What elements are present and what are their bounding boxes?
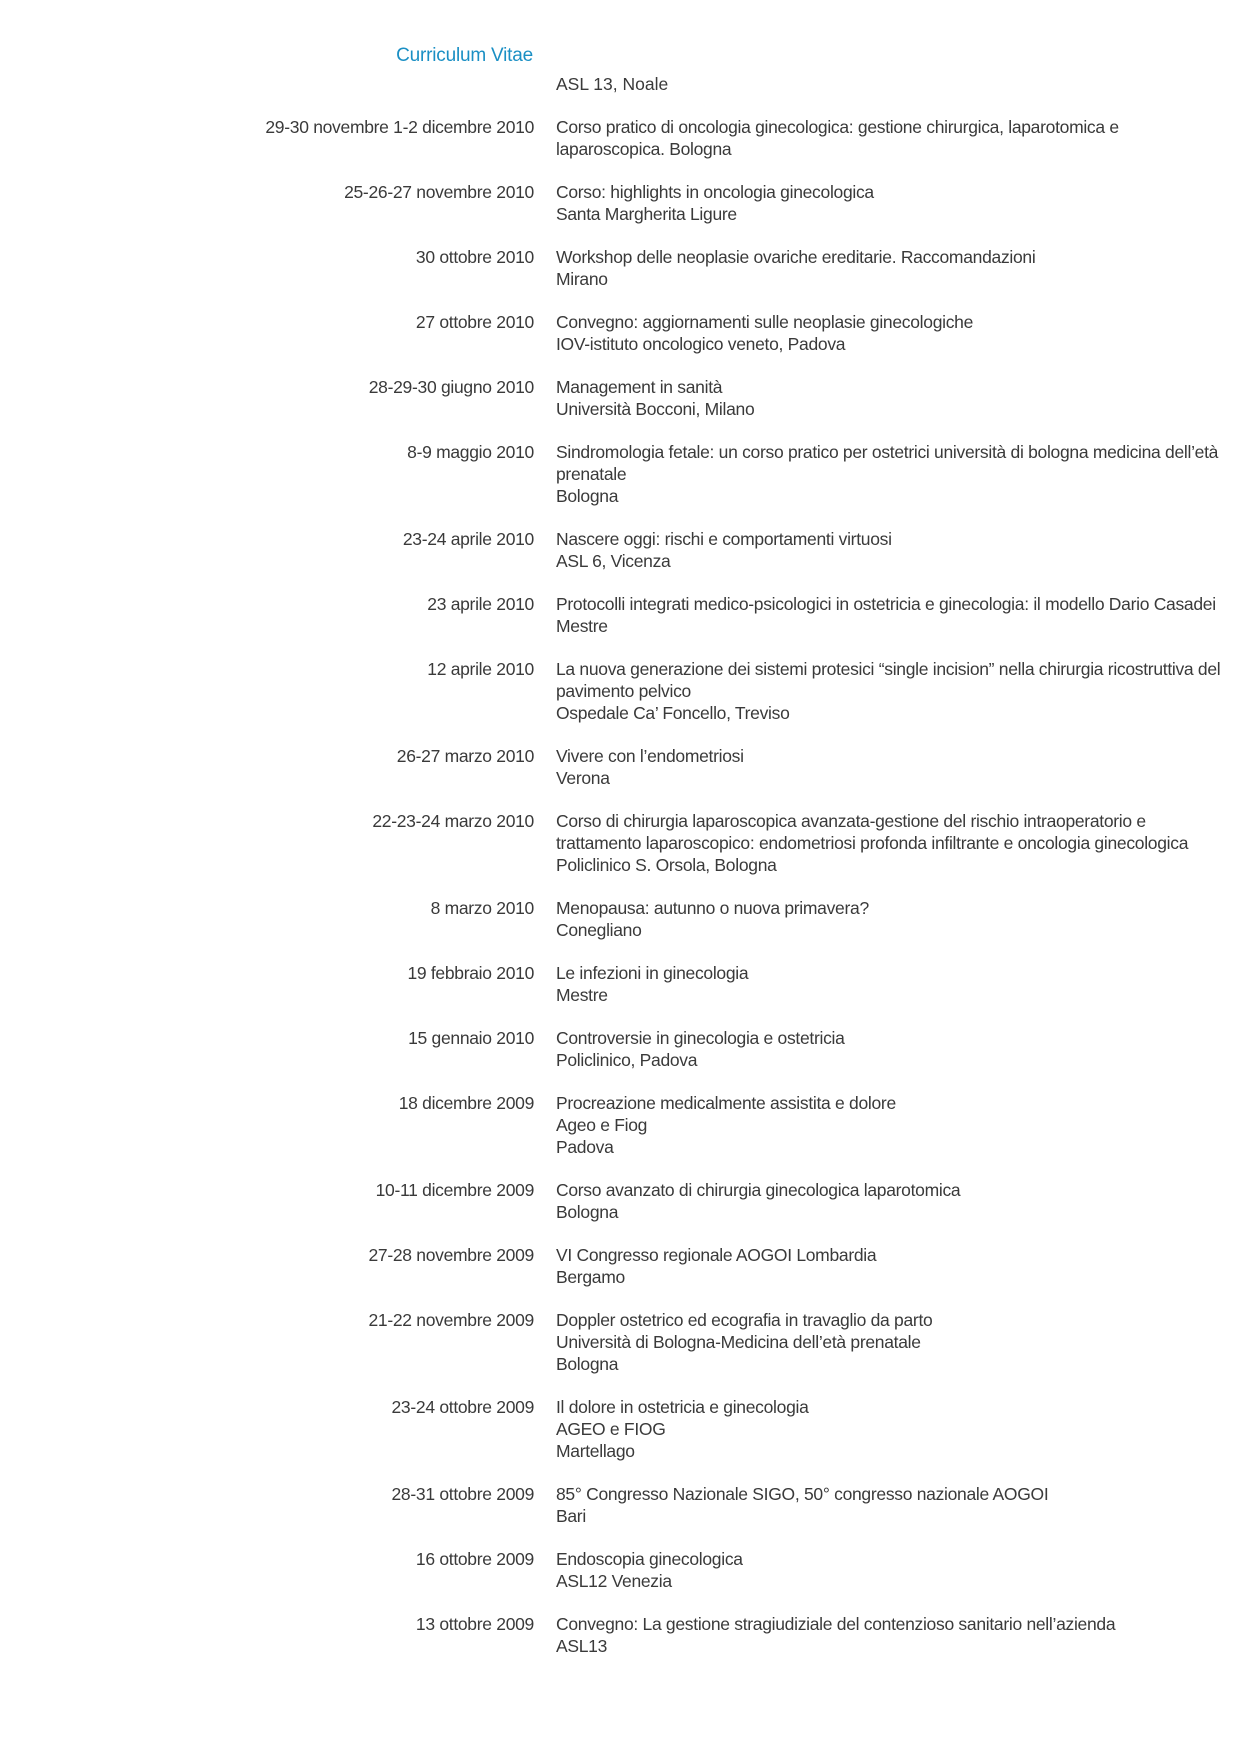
entry-description-line: Santa Margherita Ligure [556, 204, 737, 224]
entry-description-line: Bologna [556, 486, 619, 506]
entry-description-line: Bari [556, 1506, 586, 1526]
list-item [0, 246, 1241, 290]
entry-description-line: Bologna [556, 1202, 619, 1222]
entry-description [556, 1179, 1241, 1223]
entry-date: 12 aprile 2010 [427, 659, 534, 679]
entry-description-line: pavimento pelvico [556, 681, 691, 701]
list-item [0, 181, 1241, 225]
entry-date: 15 gennaio 2010 [408, 1028, 534, 1048]
entry-date: 21-22 novembre 2009 [368, 1310, 534, 1330]
entry-date: 30 ottobre 2010 [415, 247, 534, 267]
entry-description [556, 1396, 1241, 1462]
entry-description-line: Padova [556, 1137, 614, 1157]
entry-description [556, 441, 1241, 507]
page-title: Curriculum Vitae [396, 45, 533, 66]
list-item [0, 1396, 1241, 1462]
entry-date: 25-26-27 novembre 2010 [344, 182, 534, 202]
entry-description-line: Vivere con l’endometriosi [556, 746, 744, 766]
entry-description-line: Ospedale Ca’ Foncello, Treviso [556, 703, 790, 723]
list-item [0, 311, 1241, 355]
entry-description [556, 1092, 1241, 1158]
list-item [0, 1027, 1241, 1071]
list-item [0, 962, 1241, 1006]
entry-description-line: Corso di chirurgia laparoscopica avanzata-gestione del rischio intraoperatorio e [556, 811, 1146, 831]
entry-description-line: Il dolore in ostetricia e ginecologia [556, 1397, 809, 1417]
entry-description-line: Conegliano [556, 920, 642, 940]
list-item [0, 1244, 1241, 1288]
entry-description-line: Bologna [556, 1354, 619, 1374]
entry-date: 28-31 ottobre 2009 [391, 1484, 534, 1504]
entry-date: 27 ottobre 2010 [415, 312, 534, 332]
entry-description [556, 658, 1241, 724]
entry-date: 27-28 novembre 2009 [368, 1245, 534, 1265]
entry-description [556, 962, 1241, 1006]
entry-date: 22-23-24 marzo 2010 [372, 811, 534, 831]
list-item [0, 1548, 1241, 1592]
list-item [0, 441, 1241, 507]
entry-description-line: Verona [556, 768, 610, 788]
entry-description [556, 1548, 1241, 1592]
entry-description-line: Mestre [556, 616, 608, 636]
entry-date: 23 aprile 2010 [427, 594, 534, 614]
entry-description [556, 376, 1241, 420]
entry-description [556, 311, 1241, 355]
entry-description-line: trattamento laparoscopico: endometriosi profonda infiltrante e oncologia ginecologica [556, 833, 1189, 853]
entry-description-line: Corso pratico di oncologia ginecologica: gestione chirurgica, laparotomica e [556, 117, 1119, 137]
entry-description-line: AGEO e FIOG [556, 1419, 666, 1439]
entry-description-line: Nascere oggi: rischi e comportamenti virtuosi [556, 529, 892, 549]
list-item [0, 745, 1241, 789]
entry-description-line: ASL 6, Vicenza [556, 551, 671, 571]
entry-description-line: Controversie in ginecologia e ostetricia [556, 1028, 845, 1048]
list-item [0, 593, 1241, 637]
entry-description-line: Protocolli integrati medico-psicologici in ostetricia e ginecologia: il modello Dario Casadei [556, 594, 1216, 614]
intro-line: ASL 13, Noale [556, 74, 669, 94]
list-item [0, 1179, 1241, 1223]
list-item [0, 1092, 1241, 1158]
entry-description-line: ASL13 [556, 1636, 608, 1656]
entry-description-line: Corso avanzato di chirurgia ginecologica laparotomica [556, 1180, 961, 1200]
entry-description-line: Le infezioni in ginecologia [556, 963, 749, 983]
entry-description-line: Procreazione medicalmente assistita e dolore [556, 1093, 896, 1113]
entry-description-line: ASL12 Venezia [556, 1571, 672, 1591]
entry-description [556, 745, 1241, 789]
entry-description-line: Corso: highlights in oncologia ginecologica [556, 182, 874, 202]
entry-date: 13 ottobre 2009 [415, 1614, 534, 1634]
entry-description [556, 1613, 1241, 1657]
entry-description-line: Policlinico, Padova [556, 1050, 698, 1070]
entry-description [556, 810, 1241, 876]
entry-description-line: Endoscopia ginecologica [556, 1549, 743, 1569]
entry-description [556, 1309, 1241, 1375]
list-item [0, 376, 1241, 420]
entries-list [0, 116, 1241, 1678]
entry-date: 16 ottobre 2009 [415, 1549, 534, 1569]
entry-description [556, 116, 1241, 160]
entry-date: 23-24 aprile 2010 [402, 529, 534, 549]
entry-date: 18 dicembre 2009 [398, 1093, 534, 1113]
entry-description-line: Bergamo [556, 1267, 625, 1287]
list-item [0, 658, 1241, 724]
entry-description [556, 1027, 1241, 1071]
entry-description-line: 85° Congresso Nazionale SIGO, 50° congresso nazionale AOGOI [556, 1484, 1049, 1504]
entry-description [556, 1483, 1241, 1527]
entry-description [556, 897, 1241, 941]
entry-date: 19 febbraio 2010 [407, 963, 534, 983]
list-item [0, 116, 1241, 160]
list-item [0, 810, 1241, 876]
entry-description-line: VI Congresso regionale AOGOI Lombardia [556, 1245, 877, 1265]
entry-date: 10-11 dicembre 2009 [375, 1180, 534, 1200]
entry-description [556, 1244, 1241, 1288]
entry-description [556, 528, 1241, 572]
entry-description-line: La nuova generazione dei sistemi protesici “single incision” nella chirurgia ricostruttiva del [556, 659, 1221, 679]
list-item [0, 528, 1241, 572]
entry-date: 28-29-30 giugno 2010 [368, 377, 534, 397]
entry-description-line: Mirano [556, 269, 608, 289]
entry-description-line: Mestre [556, 985, 608, 1005]
entry-description-line: Ageo e Fiog [556, 1115, 648, 1135]
entry-description [556, 593, 1241, 637]
list-item [0, 1483, 1241, 1527]
entry-description [556, 181, 1241, 225]
entry-description-line: Management in sanità [556, 377, 723, 397]
entry-description-line: Menopausa: autunno o nuova primavera? [556, 898, 869, 918]
entry-date: 26-27 marzo 2010 [396, 746, 534, 766]
entry-date: 8-9 maggio 2010 [407, 442, 534, 462]
entry-description-line: Workshop delle neoplasie ovariche ereditarie. Raccomandazioni [556, 247, 1036, 267]
entry-date: 23-24 ottobre 2009 [391, 1397, 534, 1417]
entry-description-line: Università di Bologna-Medicina dell’età prenatale [556, 1332, 921, 1352]
entry-description [556, 246, 1241, 290]
entry-description-line: Martellago [556, 1441, 635, 1461]
entry-description-line: laparoscopica. Bologna [556, 139, 732, 159]
entry-description-line: Policlinico S. Orsola, Bologna [556, 855, 777, 875]
list-item [0, 897, 1241, 941]
list-item [0, 1613, 1241, 1657]
entry-description-line: Doppler ostetrico ed ecografia in travaglio da parto [556, 1310, 933, 1330]
list-item [0, 1309, 1241, 1375]
entry-date: 8 marzo 2010 [430, 898, 534, 918]
entry-description-line: Convegno: aggiornamenti sulle neoplasie ginecologiche [556, 312, 974, 332]
entry-description-line: prenatale [556, 464, 627, 484]
entry-date: 29-30 novembre 1-2 dicembre 2010 [265, 117, 534, 137]
entry-description-line: IOV-istituto oncologico veneto, Padova [556, 334, 846, 354]
entry-description-line: Sindromologia fetale: un corso pratico per ostetrici università di bologna medicina dell’età [556, 442, 1219, 462]
entry-description-line: Convegno: La gestione stragiudiziale del contenzioso sanitario nell’azienda [556, 1614, 1116, 1634]
entry-description-line: Università Bocconi, Milano [556, 399, 755, 419]
